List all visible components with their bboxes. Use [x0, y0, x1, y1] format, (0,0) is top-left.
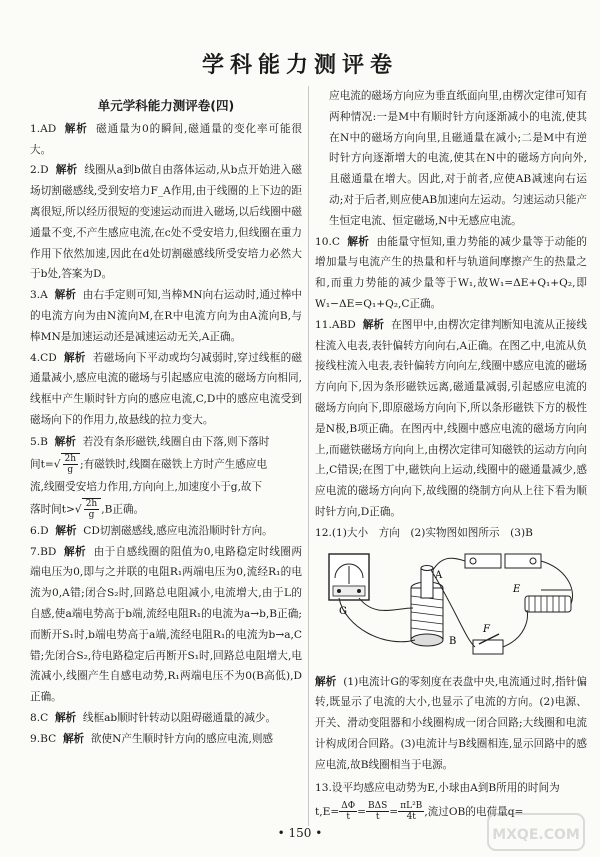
item-number: 10.C	[315, 235, 340, 248]
analysis-text: 线圈从a到b做自由落体运动,从b点开始进入磁场切割磁感线,受到安培力F_A作用,由于线圈的上下边的距离很短,所以经历很短的变速运动而进入磁场,以后线圈中磁通量不变,不产生感应电流,在c处不受安培力,但线圈在重力作用下依然加速,因此在d处切割磁感线所受安培力必然大于b处,答案为D。	[30, 164, 302, 281]
label-a: A	[435, 569, 443, 581]
analysis-tag: 解析	[63, 545, 87, 558]
analysis-text: ;有磁铁时,线圈在磁铁上方时产生感应电	[80, 458, 268, 471]
analysis-text: 流,线圈受安培力作用,方向向上,加速度小于g,故下	[30, 480, 263, 493]
svg-text:MXQE.COM: MXQE.COM	[492, 827, 580, 843]
column-divider	[308, 86, 309, 826]
label-e: E	[513, 583, 521, 595]
item-number: 9.BC	[30, 732, 57, 745]
analysis-tag: 解析	[54, 435, 76, 448]
analysis-text: 线框ab顺时针转动以阻碍磁通量的减少。	[82, 711, 277, 724]
label-g: G	[339, 605, 347, 617]
answer-item-9-continued: 应电流的磁场方向应为垂直纸面向里,由楞次定律可知有两种情况:一是M中有顺时针方向逐渐减小的电流,使其在N中的磁场方向向里,且磁通量在减小;二是M中有逆时针方向逐渐增大的电流,使其在N中的磁场方向向外,且磁通量在增大。因此,对于前者,应使AB减速向右运动;对于后者,则应使AB加速向左运动。匀速运动只能产生恒定电流、恒定磁场,N中无感应电流。	[329, 90, 587, 227]
fraction: $\frac{\text{πL²B}}{4t}$	[400, 801, 423, 823]
answer-item-13: 13.设平均感应电动势为E,小球由A到B所用的时间为 t,E= $\frac{\Delta\Phi}{t}$ = $\frac{\text{BΔS}}{t}$ = $\frac{\text{πL²B}}{4t}$ ,流过OB的电荷量q=	[315, 781, 560, 823]
answer-item-11	[315, 315, 587, 523]
section-subtitle: 单元学科能力测评卷(四)	[97, 98, 235, 113]
analysis-text: 若磁场向下平动或均匀减弱时,穿过线框的磁通量减小,感应电流的磁场与引起感应电流的磁场方向相同,线框中产生顺时针方向的感应电流,C,D中的感应电流受到磁场向下的作用力,故悬线的拉力变大。	[30, 351, 302, 426]
answer-item-4	[30, 348, 302, 431]
item-number: 8.C	[30, 711, 49, 724]
analysis-tag: 解析	[55, 164, 78, 177]
item-number: 7.BD	[30, 545, 57, 558]
watermark-logo	[486, 812, 586, 852]
analysis-text: 由右手定则可知,当棒MN向右运动时,通过棒中的电流方向为由N流向M,在R中电流方向为由A流向B,与棒MN是加速运动还是减速运动无关,A正确。	[30, 289, 302, 343]
analysis-tag: 解析	[347, 235, 370, 248]
analysis-tag: 解析	[54, 711, 77, 724]
answer-item-12-analysis	[315, 672, 587, 776]
sqrt-formula: √ $\frac{2h}{g}$	[75, 498, 101, 521]
analysis-tag: 解析	[315, 675, 337, 688]
analysis-text: 13.设平均感应电动势为E,小球由A到B所用的时间为	[315, 781, 560, 794]
answer-item-12: 12.(1)大小 方向 (2)实物图如图所示 (3)B	[315, 526, 533, 539]
analysis-tag: 解析	[55, 524, 77, 537]
analysis-tag: 解析	[54, 289, 76, 302]
sqrt-formula: √ $\frac{2h}{g}$	[54, 453, 80, 476]
item-number: 1.AD	[30, 122, 57, 135]
answer-item-3	[30, 285, 302, 347]
item-number: 6.D	[30, 524, 49, 537]
battery-icon	[465, 554, 541, 568]
answer-item-2	[30, 160, 302, 285]
label-f: F	[483, 623, 490, 635]
item-number: 3.A	[30, 289, 48, 302]
analysis-text: 磁通量为0的瞬间,磁通量的变化率可能很大。	[30, 122, 303, 156]
analysis-text: 若没有条形磁铁,线圈自由下落,则下落时	[82, 435, 270, 448]
label-b: B	[449, 635, 457, 647]
analysis-text: 在图甲中,由楞次定律判断知电流从正接线柱流入电表,表针偏转方向向右,A正确。在图乙中,电流从负接线柱流入电表,表针偏转方向向左,线圈中感应电流的磁场方向向下,因为条形磁铁远离,磁通量减弱,引起感应电流的磁场方向向下,即原磁场方向向下,所以条形磁铁下方的极性是N极,B项正确。在图丙中,线圈中感应电流的磁场方向向上,而磁铁磁场方向向上,由楞次定律可知磁铁的运动方向向上,C错误;在图丁中,磁铁向上运动,线圈中的磁通量减少,感应电流的磁场方向向下,故线圈的绕制方向从上往下看为顺时针方向,D正确。	[315, 318, 588, 518]
analysis-text: 欲使N产生顺时针方向的感应电流,则感	[90, 732, 274, 745]
answer-item-10	[315, 232, 587, 315]
page-header-title: 学科能力测评卷	[201, 53, 398, 78]
analysis-text: (1)电流计G的零刻度在表盘中央,电流通过时,指针偏转,既显示了电流的大小,也显示了电流的方向。(2)电源、开关、滑动变阻器和小线圈构成一闭合回路;大线圈和电流计构成闭合回路。(3)电流计与B线圈相连,显示回路中的感应电流,故B线圈相当于电源。	[315, 675, 588, 771]
item-number: 5.B	[30, 435, 48, 448]
analysis-text: 由于自感线圈的阻值为0,电路稳定时线圈两端电压为0,即与之并联的电阻R₁两端电压为0,流经R₁的电流为0,A错;闭合S₂时,回路总电阻减小,电流增大,由于L的自感,使a端电势高于b端,流经电阻R₁的电流为a→b,B正确;而断开S₁时,b端电势高于a端,流经电阻R₁的电流为b→a,C错;先闭合S₂,待电路稳定后再断开S₁时,回路总电阻增大,电流减小,线圈产生自感电动势,R₁两端电压不为0(B高低),D正确。	[30, 545, 302, 704]
answer-item-5	[30, 431, 302, 521]
answer-item-7	[30, 542, 302, 708]
page-number: • 150 •	[277, 826, 323, 840]
analysis-text: 由能量守恒知,重力势能的减少量等于动能的增加量与电流产生的热量和杆与轨道间摩擦产生的热量之和,而重力势能的减少量等于W₁,故W₁=ΔE+Q₁+Q₂,即W₁−ΔE=Q₁+Q₂,C正确。	[315, 235, 587, 310]
left-column	[30, 86, 302, 750]
item-number: 11.ABD	[315, 318, 356, 331]
answer-item-6	[30, 521, 302, 542]
answer-item-8	[30, 708, 302, 729]
circuit-diagram	[315, 548, 587, 668]
circuit-svg	[315, 548, 587, 668]
analysis-tag: 解析	[64, 122, 88, 135]
answer-item-9	[30, 729, 302, 750]
formula-text: 间t=	[30, 458, 54, 471]
analysis-text: CD切割磁感线,感应电流沿顺时针方向。	[83, 524, 273, 537]
analysis-tag: 解析	[62, 732, 85, 745]
fraction: $\frac{\Delta\Phi}{t}$	[341, 801, 356, 823]
analysis-tag: 解析	[362, 318, 385, 331]
analysis-tag: 解析	[63, 351, 86, 364]
galvanometer-icon	[329, 554, 369, 600]
analysis-text: ,B正确。	[101, 503, 145, 516]
fraction: $\frac{\text{BΔS}}{t}$	[368, 801, 388, 823]
analysis-text: ,流过OB的电荷量q=	[424, 805, 524, 818]
formula-text: 落时间t>	[30, 503, 75, 516]
right-column	[315, 86, 587, 824]
item-number: 2.D	[30, 164, 49, 177]
item-number: 4.CD	[30, 351, 57, 364]
switch-icon	[473, 634, 503, 654]
answer-item-1	[30, 119, 302, 161]
formula-text: t,E=	[315, 805, 340, 818]
rheostat-icon	[525, 590, 571, 612]
